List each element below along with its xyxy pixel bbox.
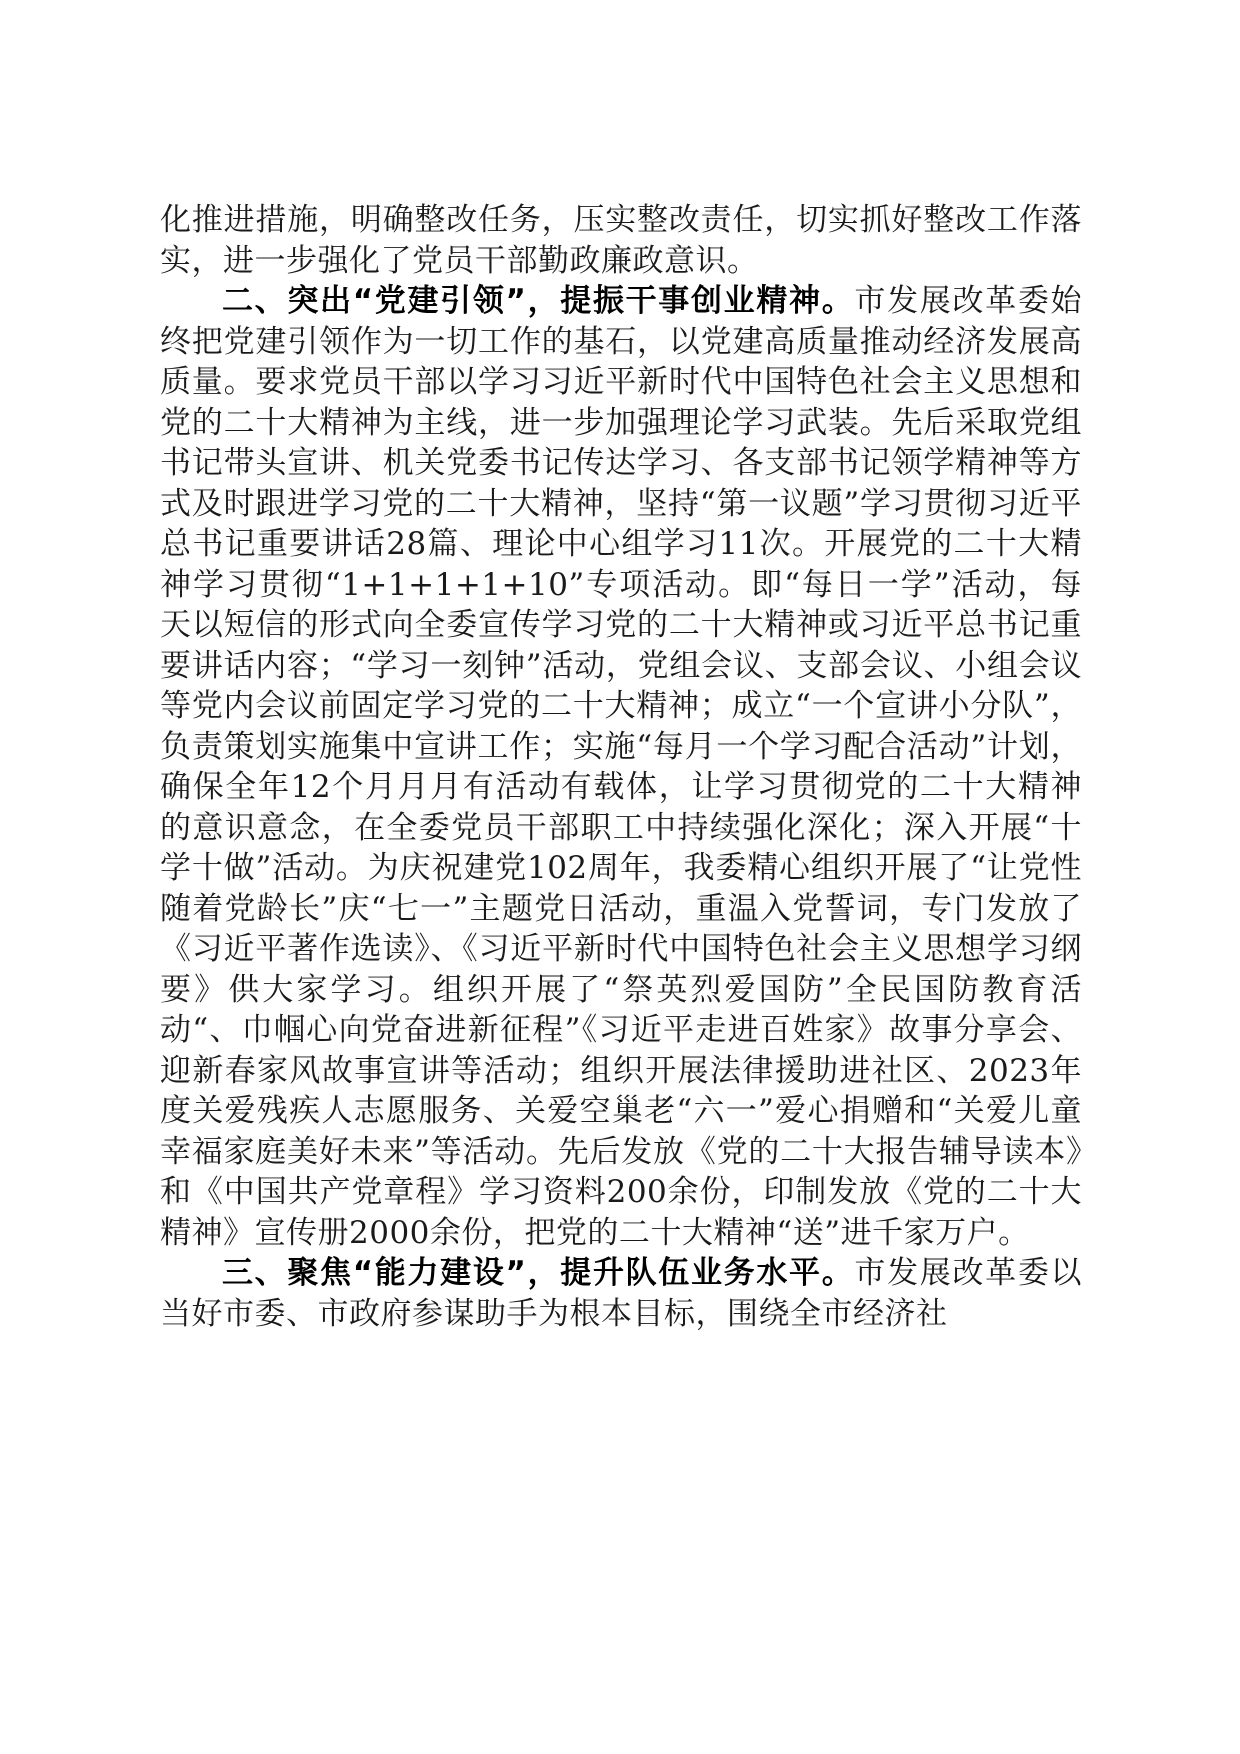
section-heading-3: 三、聚焦“能力建设”，提升队伍业务水平。 (222, 1255, 855, 1291)
paragraph-section-2 (160, 281, 1082, 1253)
section-body-2: 市发展改革委始终把党建引领作为一切工作的基石，以党建高质量推动经济发展高质量。要求党员干部以学习习近平新时代中国特色社会主义思想和党的二十大精神为主线，进一步加强理论学习武装。先后采取党组书记带头宣讲、机关党委书记传达学习、各支部书记领学精神等方式及时跟进学习党的二十大精神，坚持“第一议题”学习贯彻习近平总书记重要讲话28篇、理论中心组学习11次。开展党的二十大精神学习贯彻“1+1+1+1+10”专项活动。即“每日一学”活动，每天以短信的形式向全委宣传学习党的二十大精神或习近平总书记重要讲话内容；“学习一刻钟”活动，党组会议、支部会议、小组会议等党内会议前固定学习党的二十大精神；成立“一个宣讲小分队”，负责策划实施集中宣讲工作；实施“每月一个学习配合活动”计划，确保全年12个月月月有活动有载体，让学习贯彻党的二十大精神的意识意念，在全委党员干部职工中持续强化深化；深入开展“十学十做”活动。为庆祝建党102周年，我委精心组织开展了“让党性随着党龄长”庆“七一”主题党日活动，重温入党誓词，专门发放了《习近平著作选读》、《习近平新时代中国特色社会主义思想学习纲要》供大家学习。组织开展了“祭英烈爱国防”全民国防教育活动“、巾帼心向党奋进新征程”《习近平走进百姓家》故事分享会、迎新春家风故事宣讲等活动；组织开展法律援助进社区、2023年度关爱残疾人志愿服务、关爱空巢老“六一”爱心捐赠和“关爱儿童幸福家庭美好未来”等活动。先后发放《党的二十大报告辅导读本》和《中国共产党章程》学习资料200余份，印制发放《党的二十大精神》宣传册2000余份，把党的二十大精神“送”进千家万户。 (160, 283, 1083, 1251)
paragraph-continuation: 化推进措施，明确整改任务，压实整改责任，切实抓好整改工作落实，进一步强化了党员干部勤政廉政意识。 (160, 202, 1082, 279)
document-body (160, 200, 1082, 1334)
section-heading-2: 二、突出“党建引领”，提振干事创业精神。 (222, 283, 855, 319)
paragraph-section-3 (160, 1253, 1082, 1334)
section-body-3: 市发展改革委以当好市委、市政府参谋助手为根本目标，围绕全市经济社 (160, 1255, 1083, 1332)
